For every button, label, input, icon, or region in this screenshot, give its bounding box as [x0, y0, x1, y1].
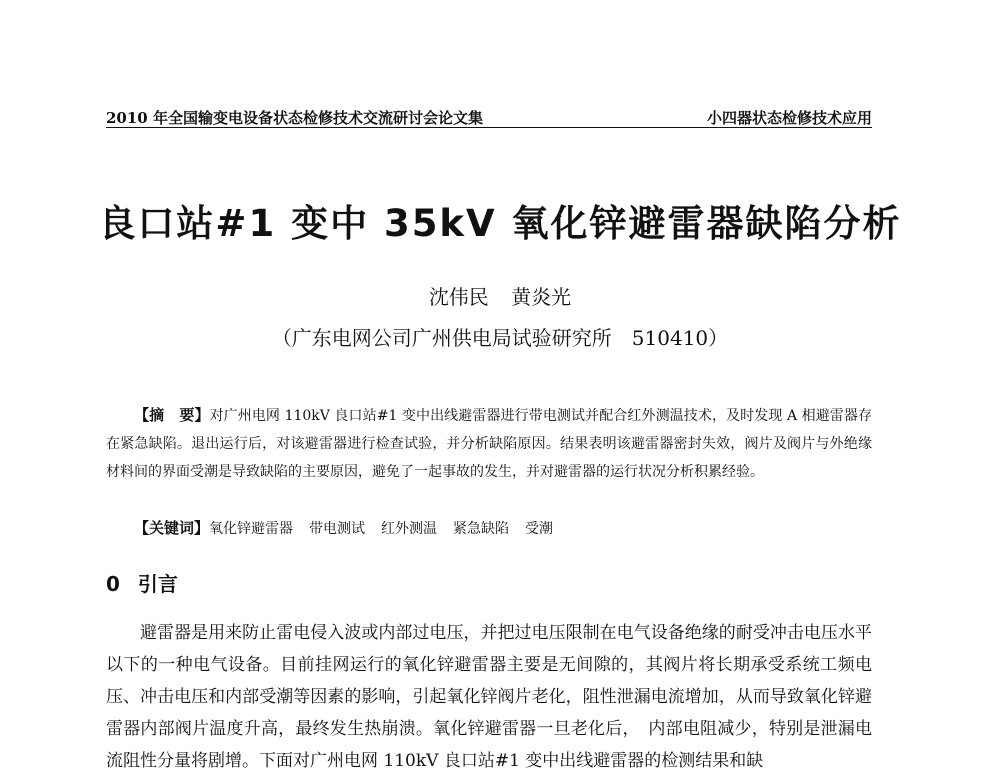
keyword: 红外测温	[381, 521, 438, 537]
paper-title: 良口站#1 变中 35kV 氧化锌避雷器缺陷分析	[98, 202, 902, 245]
section-heading	[106, 568, 178, 597]
keyword: 氧化锌避雷器	[209, 521, 294, 537]
running-header	[106, 103, 872, 128]
keyword: 受潮	[525, 521, 554, 537]
abstract	[106, 401, 872, 486]
abstract-label: 【摘 要】	[134, 406, 210, 424]
author-affiliation: （广东电网公司广州供电局试验研究所 510410）	[271, 326, 729, 350]
body-paragraph-text: 避雷器是用来防止雷电侵入波或内部过电压，并把过电压限制在电气设备绝缘的耐受冲击电压水平以下的一种电气设备。目前挂网运行的氧化锌避雷器主要是无间隙的，其阀片将长期承受系统工频电压、冲击电压和内部受潮等因素的影响，引起氧化锌阀片老化，阻性泄漏电流增加，从而导致氧化锌避雷器内部阀片温度升高，最终发生热崩溃。氧化锌避雷器一旦老化后， 内部电阻减少，特别是泄漏电流阻性分量将剧增。下面对广州电网 110kV 良口站#1 变中出线避雷器的检测结果和缺	[106, 623, 872, 771]
section-title: 引言	[137, 572, 178, 596]
author-list	[0, 281, 1000, 310]
author-name: 黄炎光	[511, 285, 572, 309]
keyword: 带电测试	[309, 521, 366, 537]
keywords-label: 【关键词】	[134, 519, 210, 537]
body-paragraph	[106, 617, 872, 777]
header-proceedings-title: 2010 年全国输变电设备状态检修技术交流研讨会论文集	[106, 109, 483, 127]
abstract-text: 对广州电网 110kV 良口站#1 变中出线避雷器进行带电测试并配合红外测温技术，及时发现 A 相避雷器存在紧急缺陷。退出运行后，对该避雷器进行检查试验，并分析缺陷原因。结果表明该避雷器密封失效，阀片及阀片与外绝缘材料间的界面受潮是导致缺陷的主要原因，避免了一起事故的发生，并对避雷器的运行状况分析积累经验。	[106, 408, 872, 480]
section-number: 0	[106, 572, 120, 596]
keywords	[106, 514, 872, 543]
author-name: 沈伟民	[428, 285, 489, 309]
keyword: 紧急缺陷	[453, 521, 510, 537]
header-section-title: 小四器状态检修技术应用	[706, 109, 872, 127]
